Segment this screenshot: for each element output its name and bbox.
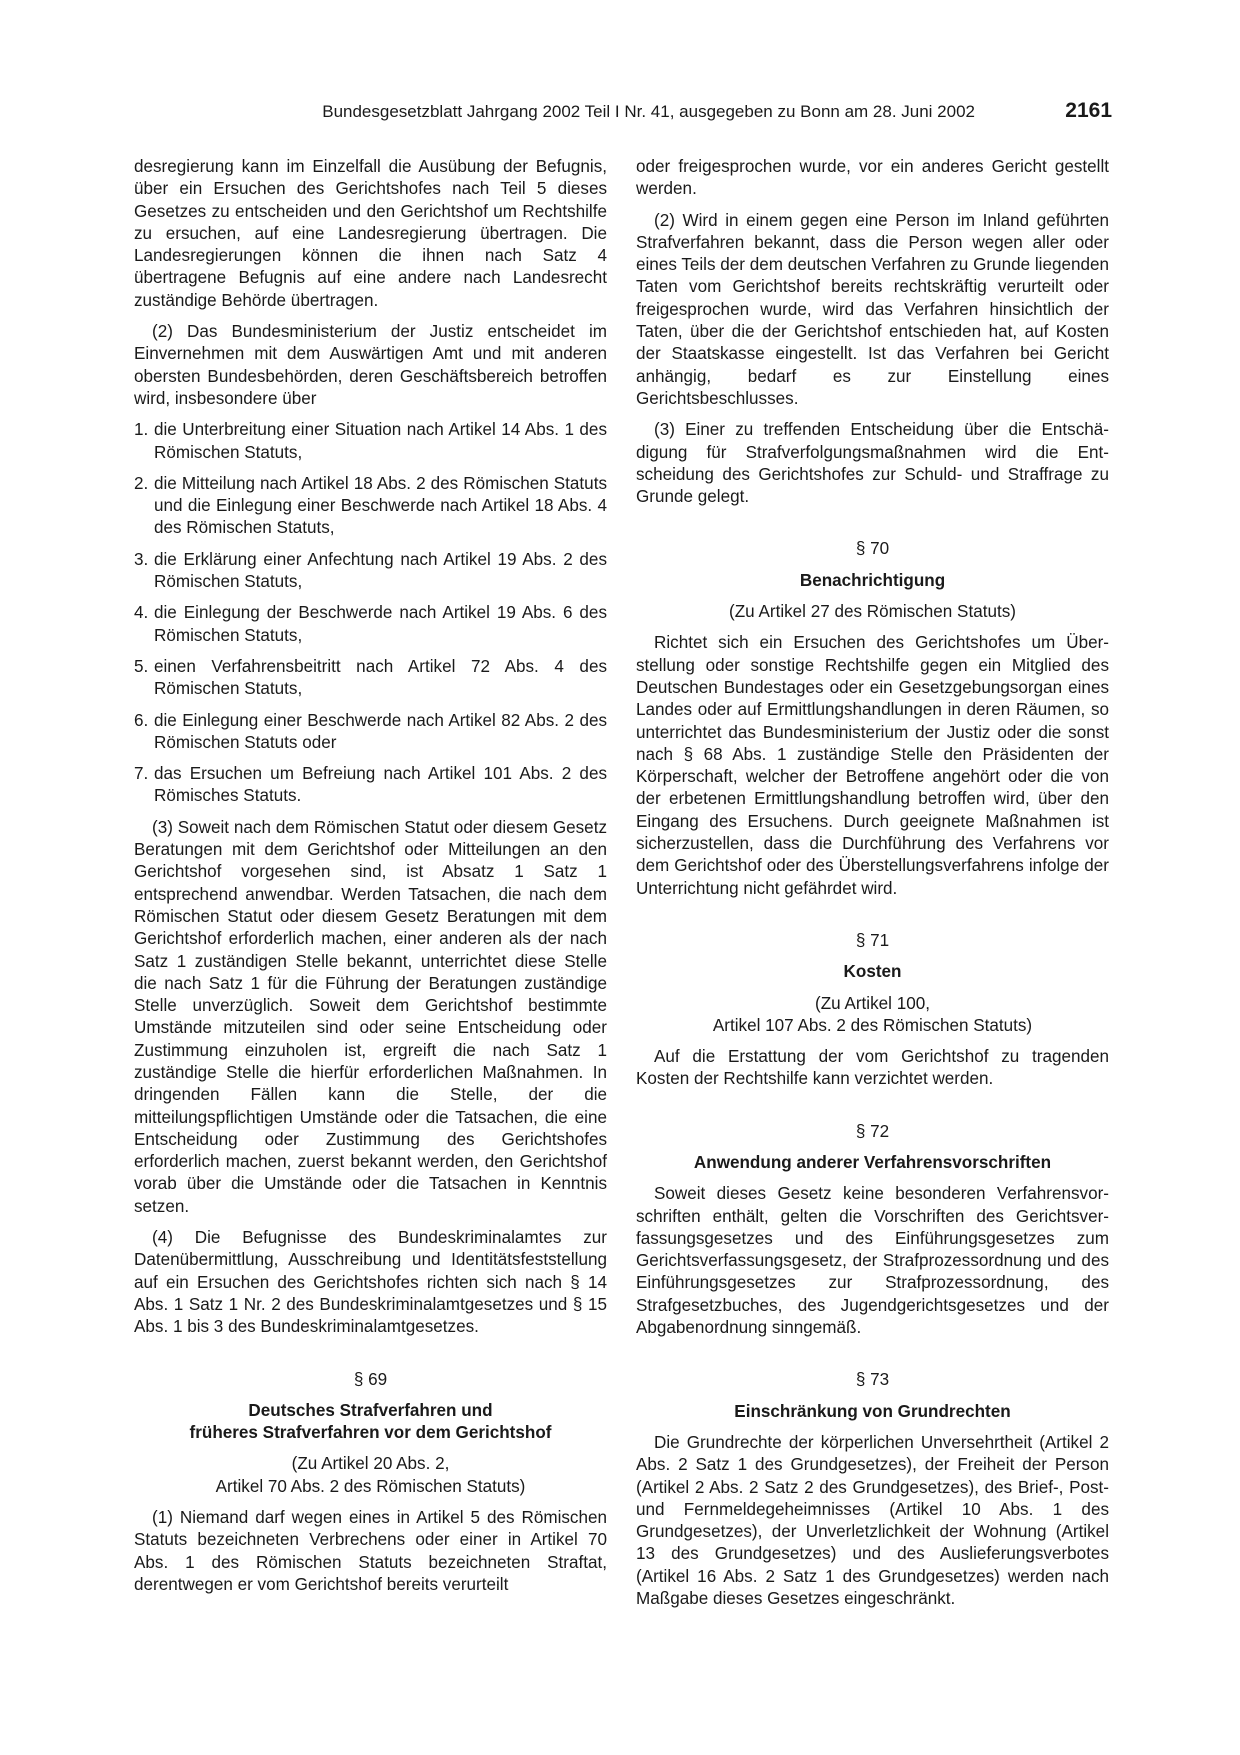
section-71-paragraph: Auf die Erstattung der vom Gerichtshof zu tragenden Kosten der Rechtshilfe kann verzichtet werden. (636, 1047, 1109, 1089)
section-reference-line: (Zu Artikel 20 Abs. 2, (291, 1454, 450, 1474)
list-item-text: die Einlegung einer Beschwerde nach Artikel 82 Abs. 2 des Römischen Statuts oder (154, 710, 607, 752)
list-item-text: die Unterbreitung einer Situation nach Artikel 14 Abs. 1 des Römischen Statuts, (154, 420, 607, 462)
list-item (134, 656, 607, 701)
paragraph-3: (3) Soweit nach dem Römischen Statut oder diesem Gesetz Beratungen mit dem Gerichtshof oder Mitteilungen an den Gerichtshof vorgesehen sind, ist Absatz 1 Satz 1 entsprechend anwendbar. Werden Tatsachen, die nach dem Römischen Statut oder diesem Gesetz Beratungen mit dem Gerichtshof erforderlich machen, einer anderen als der nach Satz 1 zuständigen Stelle bekannt, unterrichtet diese Stelle die nach Satz 1 für die Führung der Beratungen zuständige Stelle unverzüglich. Soweit dem Gerichtshof bestimmte Umstände mitzuteilen sind oder seine Entscheidung oder Zustimmung einzuholen ist, ergreift die nach Satz 1 zuständige Stelle die hierfür erforderlichen Maßnahmen. In dringenden Fällen kann die Stelle, der die mitteilungspflichtigen Umstände oder die Tatsachen, die eine Entscheidung oder Zustimmung des Gerichtshofes erforderlich machen, zuerst bekannt werden, den Gerichtshof vorab über die Umstände oder die Tatsachen in Kenntnis setzen. (134, 817, 607, 1216)
section-69-paragraph-3: (3) Einer zu treffenden Entscheidung über die Entschädigung für Strafverfolgungsmaßnahmen wird die Entscheidung des Gerichtshofes zur Schuld- und Straffrage zu Grunde gelegt. (636, 420, 1109, 507)
section-73-paragraph: Die Grundrechte der körperlichen Unversehrtheit (Artikel 2 Abs. 2 Satz 1 des Grundgesetzes), der Freiheit der Person (Artikel 2 Abs. 2 Satz 2 des Grundgesetzes), des Brief-, Post- und Fernmeldegeheimnisses (Artikel 10 Abs. 1 des Grundgesetzes), der Unverletzlichkeit der Wohnung (Artikel 13 des Grundgesetzes) und des Auslieferungsverbotes (Artikel 16 Abs. 2 Satz 1 des Grundgesetzes) werden nach Maßgabe dieses Gesetzes eingeschränkt. (636, 1432, 1109, 1609)
list-item (134, 602, 607, 647)
paragraph-2: (2) Das Bundesministerium der Justiz entscheidet im Einvernehmen mit dem Auswärtigen Amt und mit anderen obersten Bundesbehörden, deren Geschäftsbereich betroffen wird, insbesondere über (134, 322, 607, 408)
paragraph-4: (4) Die Befugnisse des Bundeskriminalamtes zur Datenübermittlung, Ausschreibung und Identitätsfeststellung auf ein Ersuchen des Gerichtshofes richten sich nach § 14 Abs. 1 Satz 1 Nr. 2 des Bundeskriminalamtgesetzes und § 15 Abs. 1 bis 3 des Bundeskriminalamtgesetzes. (134, 1228, 607, 1337)
list-item-number: 4. (134, 603, 149, 623)
list-item-number: 3. (134, 549, 149, 569)
section-70-heading (636, 538, 1109, 623)
paragraph-continued: desregierung kann im Einzelfall die Ausübung der Befugnis, über ein Ersuchen des Gerichtshofes nach Teil 5 dieses Gesetzes zu entscheiden und den Gerichtshof um Rechtshilfe zu ersuchen, auf eine Landesregierung übertragen. Die Landesregierungen können die ihnen nach Satz 4 übertragene Befugnis auf eine andere nach Landesrecht zuständige Behörde übertragen. (134, 157, 607, 310)
section-number: § 73 (855, 1370, 890, 1390)
section-title-line: Deutsches Strafverfahren und (248, 1400, 493, 1420)
section-title: Anwendung anderer Verfahrensvorschriften (693, 1152, 1052, 1172)
paragraph-continued: oder freigesprochen wurde, vor ein anderes Gericht gestellt werden. (636, 157, 1109, 199)
section-69-heading (134, 1369, 607, 1498)
section-71-heading (636, 930, 1109, 1037)
running-title: Bundesgesetzblatt Jahrgang 2002 Teil I Nr. 41, ausgegeben zu Bonn am 28. Juni 2002 (322, 102, 975, 121)
enumerated-list (134, 419, 607, 807)
section-reference: (Zu Artikel 27 des Römischen Statuts) (729, 602, 1016, 622)
section-title: Einschränkung von Grundrechten (734, 1401, 1011, 1421)
section-69-paragraph-1: (1) Niemand darf wegen eines in Artikel 5 des Römischen Statuts bezeichneten Verbrechens oder einer in Artikel 70 Abs. 1 des Römischen Statuts bezeichneten Straftat, derentwegen er vom Gerichtshof bereits verurteilt (134, 1508, 607, 1594)
list-item-text: die Erklärung einer Anfechtung nach Artikel 19 Abs. 2 des Römischen Statuts, (154, 549, 607, 592)
list-item-text: die Einlegung der Beschwerde nach Artikel 19 Abs. 6 des Römischen Statuts, (154, 603, 607, 645)
section-reference-line: Artikel 70 Abs. 2 des Römischen Statuts) (215, 1476, 526, 1496)
list-item (134, 419, 607, 464)
section-title-line: früheres Strafverfahren vor dem Gerichtshof (189, 1423, 552, 1443)
section-number: § 69 (353, 1369, 388, 1389)
list-item (134, 473, 607, 540)
list-item-text: das Ersuchen um Befreiung nach Artikel 101 Abs. 2 des Römisches Statuts. (154, 764, 607, 806)
list-item-text: die Mitteilung nach Artikel 18 Abs. 2 des Römischen Statuts und die Einlegung einer Beschwerde nach Artikel 18 Abs. 4 des Römischen Statuts, (154, 473, 607, 538)
section-number: § 70 (855, 539, 890, 559)
right-column (636, 156, 1109, 1619)
list-item-number: 2. (134, 473, 149, 493)
list-item-number: 7. (134, 764, 149, 784)
list-item-number: 6. (134, 710, 149, 730)
section-reference (636, 993, 1109, 1038)
section-title: Kosten (843, 962, 902, 982)
section-69-paragraph-2: (2) Wird in einem gegen eine Person im Inland geführten Strafverfahren bekannt, dass die Person wegen aller oder eines Teils der dem deutschen Verfahren zu Grunde liegenden Taten vom Gerichtshof bereits rechtskräftig verurteilt oder freigesprochen wurde, wird das Verfahren hinsichtlich der Taten, über die der Gerichtshof entschieden hat, auf Kosten der Staatskasse eingestellt. Ist das Verfahren bei Gericht anhängig, bedarf es zur Einstellung eines Gerichtsbeschlusses. (636, 210, 1109, 408)
section-title (134, 1400, 607, 1445)
page-header (0, 101, 1240, 127)
section-title: Benachrichtigung (799, 570, 946, 590)
section-70-paragraph: Richtet sich ein Ersuchen des Gerichtshofes um Überstellung oder sonstige Rechtshilfe gegen ein Mitglied des Deutschen Bundestages oder ein Gesetzgebungsorgan eines Landes oder auf Ermittlungshandlungen in deren Räumen, so unterrichtet das Bundesministerium der Justiz oder die sonst nach § 68 Abs. 1 zuständige Stelle den Präsidenten der Körperschaft, welcher der Betroffene angehört oder die von der erbetenen Ermittlungshandlung betroffen wird, über den Eingang des Ersuchens. Durch geeignete Maßnahmen ist sicherzustellen, dass die Durchführung des Verfahrens vor dem Gerichtshof oder des Überstellungsverfahrens infolge der Unterrichtung nicht gefährdet wird. (636, 633, 1109, 898)
list-item-number: 5. (134, 656, 149, 676)
section-reference-line: Artikel 107 Abs. 2 des Römischen Statuts) (712, 1015, 1033, 1035)
section-73-heading (636, 1369, 1109, 1423)
list-item (134, 710, 607, 755)
section-reference (134, 1453, 607, 1498)
list-item-number: 1. (134, 420, 149, 440)
section-reference-line: (Zu Artikel 100, (815, 993, 930, 1013)
section-72-heading (636, 1121, 1109, 1175)
list-item (134, 549, 607, 594)
section-number: § 71 (855, 930, 890, 950)
section-72-paragraph: Soweit dieses Gesetz keine besonderen Verfahrensvorschriften enthält, gelten die Vorschriften des Gerichtsverfassungsgesetzes und des Einführungsgesetzes zum Gerichtsverfassungsgesetz, der Strafprozessordnung und des Einführungsgesetzes zur Strafprozessordnung, des Strafgesetzbuches, des Jugendgerichtsgesetzes und der Abgabenordnung sinngemäß. (636, 1184, 1109, 1338)
list-item (134, 763, 607, 808)
section-number: § 72 (855, 1121, 890, 1141)
page-number: 2161 (1065, 99, 1112, 122)
list-item-text: einen Verfahrensbeitritt nach Artikel 72 Abs. 4 des Römischen Statuts, (154, 656, 607, 699)
left-column (134, 156, 607, 1605)
